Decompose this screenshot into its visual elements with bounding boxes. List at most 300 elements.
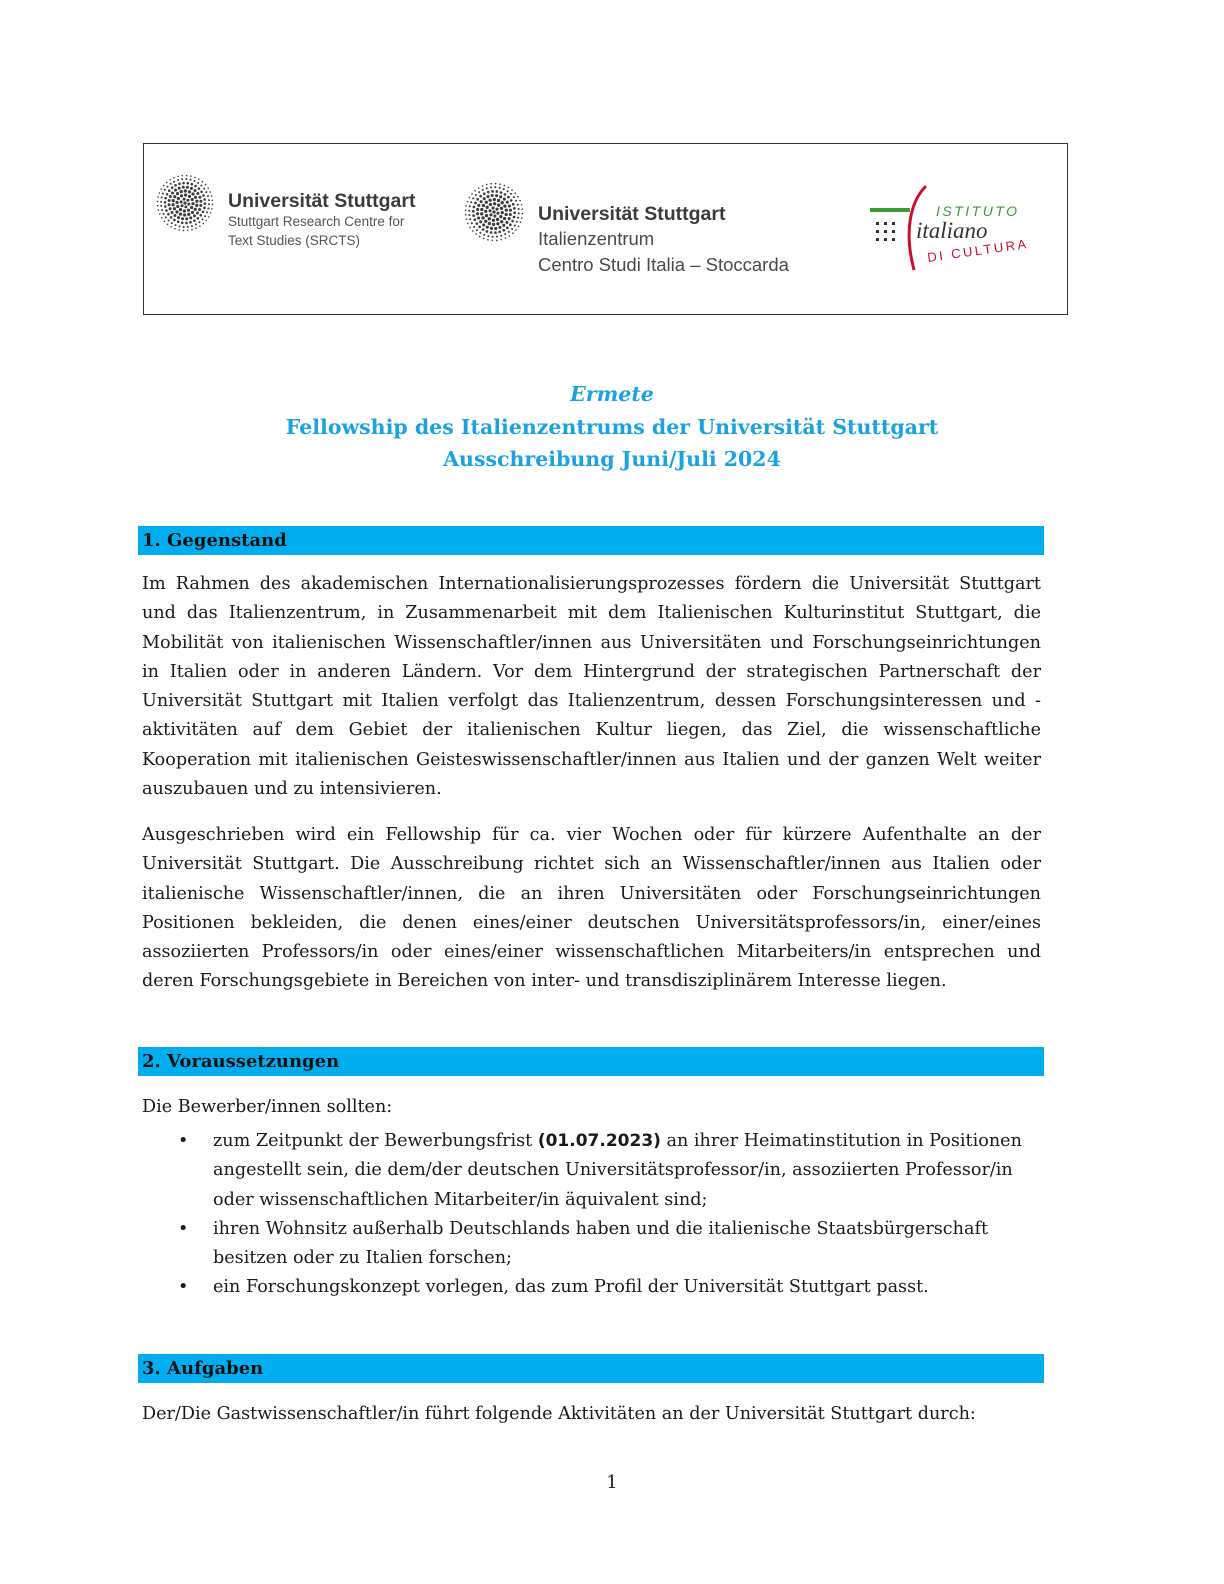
title-line-2: Fellowship des Italienzentrums der Universität Stuttgart	[285, 414, 939, 439]
seal-dot	[173, 214, 176, 217]
seal-dot	[473, 218, 476, 221]
seal-dot	[480, 212, 483, 215]
seal-dot	[487, 235, 489, 237]
seal-dot	[183, 201, 186, 204]
seal-dot	[202, 223, 204, 225]
seal-dot	[487, 239, 489, 241]
seal-dot	[207, 207, 209, 209]
seal-dot	[164, 197, 167, 200]
seal-dot	[491, 194, 494, 197]
seal-dot	[465, 210, 467, 212]
seal-dot	[211, 195, 213, 197]
seal-dot	[200, 191, 203, 194]
seal-dot	[483, 197, 486, 200]
seal-dot	[495, 194, 498, 197]
seal-dot	[186, 182, 189, 185]
seal-dot	[199, 214, 202, 217]
seal-dot	[506, 226, 509, 229]
seal-dot	[206, 211, 208, 213]
seal-dot	[199, 200, 202, 203]
section-3-intro: Der/Die Gastwissenschaftler/in führt folgende Aktivitäten an der Universität Stuttgart durch:	[142, 1404, 976, 1424]
seal-dot	[511, 220, 514, 223]
seal-dot	[513, 211, 516, 214]
seal-dot	[482, 185, 484, 187]
seal-dot	[157, 205, 159, 207]
seal-dot	[179, 208, 182, 211]
seal-dot	[186, 175, 188, 177]
seal-dot	[469, 197, 471, 199]
seal-dot	[515, 200, 517, 202]
title-line-1: Ermete	[570, 382, 654, 406]
seal-dot	[176, 205, 179, 208]
seal-dot	[166, 182, 168, 184]
srcts-logo-title: Universität Stuttgart	[228, 190, 416, 212]
seal-dot	[208, 203, 210, 205]
section-2-intro: Die Bewerber/innen sollten:	[142, 1097, 393, 1117]
requirements-list	[142, 1127, 1041, 1303]
seal-dot	[465, 214, 467, 216]
seal-dot	[193, 214, 196, 217]
seal-dot	[493, 198, 496, 201]
seal-dot	[180, 190, 183, 193]
seal-dot	[208, 199, 210, 201]
seal-dot	[177, 216, 180, 219]
seal-dot	[492, 206, 495, 209]
seal-dot	[160, 205, 162, 207]
seal-dot	[517, 217, 519, 219]
seal-dot	[211, 208, 213, 210]
seal-dot	[202, 181, 204, 183]
seal-dot	[484, 210, 487, 213]
seal-dot	[494, 186, 496, 188]
seal-dot	[182, 186, 185, 189]
seal-dot	[202, 194, 205, 197]
seal-dot	[521, 208, 523, 210]
seal-dot	[488, 217, 491, 220]
seal-dot	[208, 216, 210, 218]
seal-dot	[178, 187, 181, 190]
seal-dot	[188, 195, 191, 198]
seal-dot	[482, 204, 485, 207]
seal-dot	[196, 192, 199, 195]
seal-dot	[212, 204, 214, 206]
seal-dot	[482, 189, 484, 191]
seal-dot	[486, 206, 489, 209]
seal-dot	[180, 200, 183, 203]
seal-dot	[502, 224, 505, 227]
seal-dot	[475, 233, 477, 235]
seal-dot	[496, 222, 499, 225]
seal-dot	[517, 204, 519, 206]
seal-dot	[164, 201, 167, 204]
seal-dot	[497, 204, 500, 207]
document-title	[0, 378, 1224, 476]
seal-dot	[471, 222, 473, 224]
seal-dot	[190, 206, 193, 209]
seal-dot	[202, 218, 204, 220]
seal-dot	[512, 203, 515, 206]
seal-dot	[196, 212, 199, 215]
seal-dot	[167, 223, 169, 225]
seal-dot	[492, 240, 494, 242]
seal-dot	[161, 217, 163, 219]
seal-dot	[486, 195, 489, 198]
seal-dot	[195, 204, 198, 207]
seal-dot	[170, 216, 173, 219]
seal-dot	[476, 222, 479, 225]
seal-dot	[168, 189, 171, 192]
seal-dot	[483, 234, 485, 236]
seal-dot	[181, 222, 184, 225]
seal-dot	[501, 211, 504, 214]
seal-dot	[198, 178, 200, 180]
seal-dot	[189, 216, 192, 219]
seal-dot	[510, 193, 512, 195]
seal-dot	[498, 231, 501, 234]
seal-dot	[199, 204, 202, 207]
seal-dot	[479, 236, 481, 238]
seal-dot	[488, 199, 491, 202]
section-1-paragraph-1: Im Rahmen des akademischen Internationalisierungsprozesses fördern die Universität Stuttgart und das Italienzentrum, in Zusammenarbeit mit dem Italienischen Kulturinstitut Stuttgart, die Mobilität von italienischen Wissenschaftler/innen aus Universitäten und Forschungseinrichtungen in Italien oder in anderen Ländern. Vor dem Hintergrund der strategischen Partnerschaft der Universität Stuttgart mit Italien verfolgt das Italienzentrum, dessen Forschungsinteressen und -aktivitäten auf dem Gebiet der italienischen Kultur liegen, das Ziel, die wissenschaftliche Kooperation mit italienischen Geisteswissenschaftler/innen aus Italien und der ganzen Welt weiter auszubauen und zu intensivieren.	[142, 574, 1041, 800]
seal-dot	[205, 220, 207, 222]
seal-dot	[492, 210, 495, 213]
seal-dot	[483, 192, 486, 195]
seal-dot	[173, 181, 175, 183]
seal-dot	[164, 205, 167, 208]
seal-dot	[505, 209, 508, 212]
seal-dot	[157, 201, 159, 203]
seal-dot	[203, 188, 205, 190]
seal-dot	[512, 232, 514, 234]
seal-dot	[496, 236, 498, 238]
seal-dot	[509, 235, 511, 237]
logo-header	[143, 143, 1068, 315]
seal-dot	[480, 200, 483, 203]
seal-dot	[191, 183, 194, 186]
seal-dot	[202, 210, 205, 213]
seal-dot	[474, 202, 477, 205]
seal-dot	[207, 187, 209, 189]
seal-dot	[200, 184, 202, 186]
seal-dot	[466, 218, 468, 220]
seal-dot	[186, 199, 189, 202]
list-item	[142, 1215, 1041, 1274]
item-3-text: ein Forschungskonzept vorlegen, das zum Profil der Universität Stuttgart passt.	[213, 1277, 929, 1298]
seal-dot	[505, 237, 507, 239]
seal-dot	[176, 192, 179, 195]
seal-dot	[486, 187, 488, 189]
seal-dot	[187, 230, 189, 232]
seal-dot	[157, 196, 159, 198]
seal-dot	[159, 192, 161, 194]
seal-dot	[508, 231, 510, 233]
seal-dot	[173, 195, 176, 198]
seal-dot	[164, 220, 166, 222]
seal-dot	[507, 196, 510, 199]
seal-dot	[522, 213, 524, 215]
seal-dot	[166, 186, 168, 188]
seal-dot	[161, 197, 163, 199]
dot-grid-icon	[876, 222, 895, 241]
seal-dot	[169, 207, 172, 210]
seal-dot	[204, 202, 207, 205]
seal-dot	[486, 184, 488, 186]
seal-dot	[179, 225, 181, 227]
seal-dot	[183, 213, 186, 216]
seal-dot	[494, 231, 497, 234]
seal-dot	[502, 229, 505, 232]
item-1-text-end: an ihrer Heimatinstitution in Positionen angestellt sein, die dem/der deutschen Universitätsprofessor/in, assoziierten Professor/in oder wissenschaftlichen Mitarbeiter/in äquivalent sind;	[213, 1131, 1022, 1210]
seal-dot	[472, 210, 475, 213]
seal-dot	[170, 183, 172, 185]
deadline-date: (01.07.2023)	[537, 1131, 661, 1151]
seal-dot	[470, 201, 472, 203]
seal-dot	[163, 213, 165, 215]
item-2-text: ihren Wohnsitz außerhalb Deutschlands haben und die italienische Staatsbürgerschaft besitzen oder zu Italien forschen;	[213, 1218, 989, 1269]
srcts-logo	[156, 174, 415, 250]
seal-dot	[496, 218, 499, 221]
seal-dot	[477, 204, 480, 207]
seal-dot	[518, 208, 520, 210]
seal-dot	[476, 208, 479, 211]
seal-dot	[485, 214, 488, 217]
seal-dot	[198, 221, 200, 223]
seal-dot	[515, 229, 517, 231]
seal-dot	[159, 213, 161, 215]
seal-dot	[189, 179, 191, 181]
seal-dot	[167, 213, 170, 216]
seal-dot	[510, 199, 513, 202]
seal-dot	[496, 212, 499, 215]
seal-dot	[194, 196, 197, 199]
seal-dot	[492, 236, 494, 238]
seal-dot	[166, 193, 169, 196]
bullet: •	[178, 1131, 189, 1151]
seal-dot	[504, 233, 506, 235]
seal-dot	[503, 198, 506, 201]
seal-dot	[174, 189, 177, 192]
seal-dot	[172, 199, 175, 202]
seal-dot	[198, 187, 201, 190]
seal-dot	[195, 223, 197, 225]
seal-dot	[513, 216, 516, 219]
seal-dot	[169, 195, 172, 198]
seal-dot	[178, 229, 180, 231]
seal-dot	[473, 206, 476, 209]
seal-dot	[173, 177, 175, 179]
seal-dot	[182, 182, 185, 185]
seal-dot	[173, 207, 176, 210]
seal-dot	[488, 209, 491, 212]
seal-dot	[177, 176, 179, 178]
seal-dot	[493, 214, 496, 217]
seal-dot	[175, 201, 178, 204]
seal-dot	[174, 184, 177, 187]
seal-dot	[481, 216, 484, 219]
seal-dot	[514, 192, 516, 194]
seal-dot	[489, 203, 492, 206]
seal-dot	[519, 200, 521, 202]
seal-dot	[465, 205, 467, 207]
seal-dot	[212, 199, 214, 201]
seal-dot	[493, 202, 496, 205]
seal-dot	[499, 215, 502, 218]
seal-dot	[171, 186, 174, 189]
flag-green-bar	[870, 208, 910, 212]
seal-dot	[160, 188, 162, 190]
seal-dot	[210, 212, 212, 214]
seal-dot	[181, 175, 183, 177]
seal-dot	[476, 212, 479, 215]
seal-dot	[520, 222, 522, 224]
seal-dot	[197, 182, 199, 184]
section-heading-aufgaben: 3. Aufgaben	[138, 1354, 1044, 1383]
italienzentrum-logo-line1: Italienzentrum	[538, 228, 655, 249]
seal-dot	[193, 180, 195, 182]
seal-dot	[467, 223, 469, 225]
istituto-italiano-cultura-logo	[870, 182, 1040, 282]
seal-dot	[504, 193, 507, 196]
seal-dot	[482, 228, 485, 231]
seal-dot	[486, 226, 489, 229]
seal-dot	[509, 209, 512, 212]
page-number: 1	[606, 1472, 618, 1493]
seal-dot	[190, 175, 192, 177]
seal-dot	[473, 226, 475, 228]
seal-dot	[480, 208, 483, 211]
seal-dot	[521, 217, 523, 219]
seal-dot	[191, 202, 194, 205]
seal-dot	[195, 200, 198, 203]
seal-dot	[478, 187, 480, 189]
seal-dot	[165, 216, 167, 218]
seal-dot	[477, 216, 480, 219]
seal-dot	[187, 203, 190, 206]
seal-dot	[503, 217, 506, 220]
seal-dot	[171, 211, 174, 214]
section-heading-gegenstand: 1. Gegenstand	[138, 526, 1044, 555]
seal-dot	[179, 213, 182, 216]
seal-dot	[184, 205, 187, 208]
seal-dot	[185, 217, 188, 220]
seal-dot	[191, 211, 194, 214]
seal-dot	[177, 197, 180, 200]
seal-dot	[474, 190, 476, 192]
seal-dot	[191, 229, 193, 231]
italienzentrum-logo	[464, 182, 789, 278]
bullet: •	[178, 1218, 189, 1239]
seal-dot	[164, 189, 166, 191]
seal-dot	[194, 185, 197, 188]
seal-dot	[178, 182, 181, 185]
seal-dot	[198, 208, 201, 211]
seal-dot	[171, 222, 173, 224]
seal-dot	[496, 239, 498, 241]
seal-dot	[181, 217, 184, 220]
seal-dot	[504, 185, 506, 187]
list-item	[142, 1273, 1041, 1302]
seal-dot	[500, 235, 502, 237]
list-item	[142, 1127, 1041, 1215]
seal-dot	[194, 177, 196, 179]
seal-dot	[498, 226, 501, 229]
seal-dot	[478, 191, 480, 193]
seal-dot	[490, 183, 492, 185]
seal-dot	[496, 190, 499, 193]
seal-dot	[507, 190, 509, 192]
seal-dot	[485, 201, 488, 204]
seal-dot	[183, 230, 185, 232]
seal-dot	[181, 204, 184, 207]
seal-dot	[489, 213, 492, 216]
seal-dot	[472, 230, 474, 232]
seal-dot	[173, 219, 176, 222]
seal-dot	[174, 228, 176, 230]
seal-dot	[469, 218, 471, 220]
seal-dot	[517, 196, 519, 198]
seal-dot	[500, 220, 503, 223]
seal-dot	[158, 209, 160, 211]
seal-dot	[511, 189, 513, 191]
seal-dot	[198, 196, 201, 199]
seal-dot	[209, 191, 211, 193]
seal-dot	[492, 219, 495, 222]
seal-dot	[193, 219, 196, 222]
seal-dot	[490, 227, 493, 230]
seal-dot	[205, 184, 207, 186]
seal-dot	[186, 186, 189, 189]
seal-dot	[177, 179, 179, 181]
seal-dot	[471, 193, 473, 195]
seal-dot	[521, 204, 523, 206]
seal-dot	[499, 183, 501, 185]
seal-dot	[503, 204, 506, 207]
seal-dot	[486, 230, 489, 233]
seal-dot	[468, 214, 470, 216]
seal-dot	[191, 198, 194, 201]
seal-dot	[183, 198, 186, 201]
seal-dot	[505, 213, 508, 216]
seal-dot	[181, 178, 183, 180]
seal-dot	[500, 239, 502, 241]
seal-dot	[187, 209, 190, 212]
section-1-paragraph-2: Ausgeschrieben wird ein Fellowship für ca. vier Wochen oder für kürzere Aufenthalte an der Universität Stuttgart. Die Ausschreibung richtet sich an Wissenschaftler/innen aus Italien oder italienische Wissenschaftler/innen, die an ihren Universitäten oder Forschungseinrichtungen Positionen bekleiden, die denen eines/einer deutschen Universitätsprofessors/in, einer/eines assoziierten Professors/in oder eines/einer wissenschaftlichen Mitarbeiters/in entsprechen und deren Forschungsgebiete in Bereichen von inter- und transdisziplinärem Interesse liegen.	[142, 825, 1041, 992]
seal-dot	[514, 225, 516, 227]
italienzentrum-logo-title: Universität Stuttgart	[538, 203, 726, 225]
iic-word-italiano: italiano	[916, 218, 988, 243]
seal-dot	[177, 221, 180, 224]
seal-dot	[482, 223, 485, 226]
seal-dot	[509, 223, 512, 226]
iic-word-istituto: ISTITUTO	[936, 203, 1020, 219]
seal-dot	[180, 194, 183, 197]
italienzentrum-logo-line2: Centro Studi Italia – Stoccarda	[538, 254, 789, 275]
university-seal-icon	[156, 174, 214, 232]
seal-dot	[483, 238, 485, 240]
seal-dot	[188, 190, 191, 193]
seal-dot	[469, 205, 471, 207]
seal-dot	[497, 199, 500, 202]
seal-dot	[503, 188, 505, 190]
seal-dot	[172, 203, 175, 206]
seal-dot	[500, 207, 503, 210]
seal-dot	[171, 191, 174, 194]
seal-dot	[175, 210, 178, 213]
seal-dot	[508, 217, 511, 220]
seal-dot	[492, 223, 495, 226]
section-heading-voraussetzungen: 2. Voraussetzungen	[138, 1047, 1044, 1076]
seal-dot	[468, 210, 470, 212]
